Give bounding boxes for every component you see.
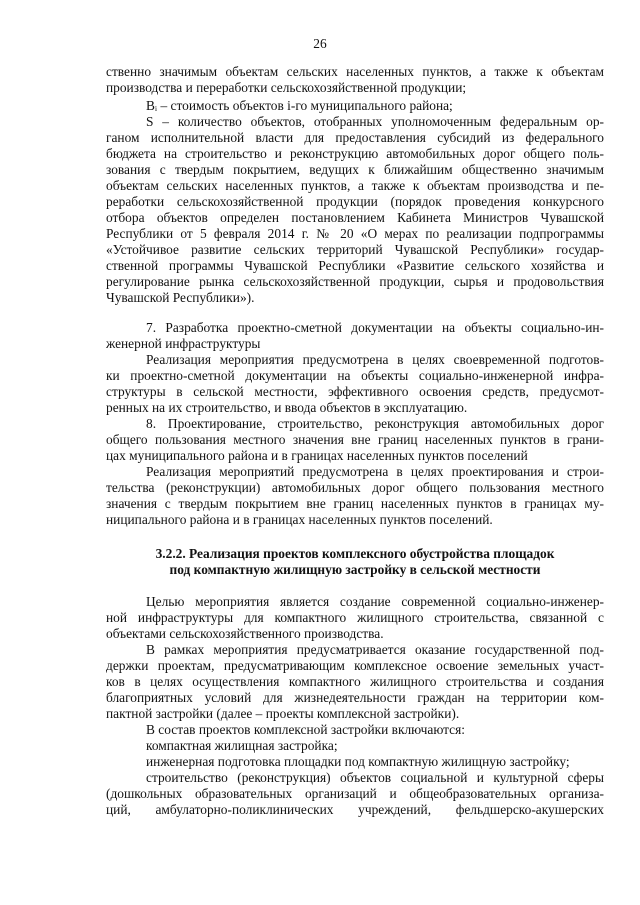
- text-line: В рамках мероприятия предусматривается оказание государственной под-: [146, 642, 604, 657]
- text-line: пактной застройки (далее – проекты комплексной застройки).: [106, 706, 460, 721]
- text-line: женерной инфраструктуры: [106, 336, 261, 351]
- text-line: реработки сельскохозяйственной продукции (порядок проведения конкурсного: [106, 194, 604, 209]
- text-line: компактная жилищная застройка;: [146, 738, 338, 753]
- text-line: регулирование рынка сельскохозяйственной продукции, сырья и продовольствия: [106, 274, 604, 289]
- page-number: 26: [313, 36, 327, 51]
- text-line: цах муниципального района и в границах населенных пунктов поселений: [106, 448, 528, 463]
- text-line: тельства (реконструкции) автомобильных дорог общего пользования местного: [106, 480, 604, 495]
- text-line: Республики от 5 февраля 2014 г. № 20 «О мерах по реализации подпрограммы: [106, 226, 604, 241]
- section-heading: под компактную жилищную застройку в сельской местности: [169, 562, 541, 577]
- text-line: значения с твердым покрытием вне границ населенных пунктов в границах му-: [106, 496, 604, 511]
- text-line: объектам сельских населенных пунктов, а также к объектам производства и пе-: [106, 178, 604, 193]
- text-line: (дошкольных образовательных организаций и общеобразовательных организа-: [106, 786, 604, 801]
- text-line: общего пользования местного значения вне границ населенных пунктов в грани-: [106, 432, 604, 447]
- text-line: ций, амбулаторно-поликлинических учреждений, фельдшерско-акушерских: [106, 802, 604, 817]
- text-line: «Устойчивое развитие сельских территорий Чувашской Республики» государ-: [106, 242, 604, 257]
- text-line: S – количество объектов, отобранных уполномоченным федеральным ор-: [146, 114, 604, 129]
- text-line: В состав проектов комплексной застройки включаются:: [146, 722, 465, 737]
- text-line: 8. Проектирование, строительство, реконструкция автомобильных дорог: [146, 416, 604, 431]
- text-line: ственной программы Чувашской Республики «Развитие сельского хозяйства и: [106, 258, 604, 273]
- text-line: отбора объектов определен постановлением Кабинета Министров Чувашской: [106, 210, 604, 225]
- text-line: производства и переработки сельскохозяйственной продукции;: [106, 80, 467, 95]
- text-line: ренных на их строительство, и ввода объектов в эксплуатацию.: [106, 400, 468, 415]
- text-line: ганом исполнительной власти для предоставления субсидий из федерального: [106, 130, 604, 145]
- text-line: ков в целях осуществления компактного жилищного строительства и создания: [106, 674, 604, 689]
- text-line: держки проектам, предусматривающим комплексное освоение земельных участ-: [106, 658, 604, 673]
- text-line: Целью мероприятия является создание современной социально-инженер-: [146, 594, 604, 609]
- text-line: благоприятных условий для жизнедеятельности граждан на территории ком-: [106, 690, 604, 705]
- text-line: ниципального района и в границах населенных пунктов поселений.: [106, 512, 493, 527]
- text-line: ной инфраструктуры для компактного жилищного строительства, связанной с: [106, 610, 604, 625]
- text-line: Реализация мероприятия предусмотрена в целях своевременной подготов-: [146, 352, 604, 367]
- text-line: структуры в сельской местности, эффективного освоения средств, предусмот-: [106, 384, 604, 399]
- text-line: Реализация мероприятий предусмотрена в целях проектирования и строи-: [146, 464, 604, 479]
- text-line: инженерная подготовка площадки под компактную жилищную застройку;: [146, 754, 570, 769]
- text-line: 7. Разработка проектно-сметной документации на объекты социально-ин-: [146, 320, 604, 335]
- text-line: зования с твердым покрытием, ведущих к ближайшим общественно значимым: [106, 162, 604, 177]
- text-line: ки проектно-сметной документации на объекты социально-инженерной инфра-: [106, 368, 604, 383]
- text-line: бюджета на строительство и реконструкцию автомобильных дорог общего поль-: [106, 146, 604, 161]
- section-heading: 3.2.2. Реализация проектов комплексного обустройства площадок: [155, 546, 555, 561]
- text-line: Bᵢ – стоимость объектов i-го муниципального района;: [146, 98, 453, 113]
- text-line: объектами сельскохозяйственного производства.: [106, 626, 384, 641]
- text-line: Чувашской Республики»).: [106, 290, 255, 305]
- text-line: ственно значимым объектам сельских населенных пунктов, а также к объектам: [106, 64, 604, 79]
- text-line: строительство (реконструкция) объектов социальной и культурной сферы: [146, 770, 604, 785]
